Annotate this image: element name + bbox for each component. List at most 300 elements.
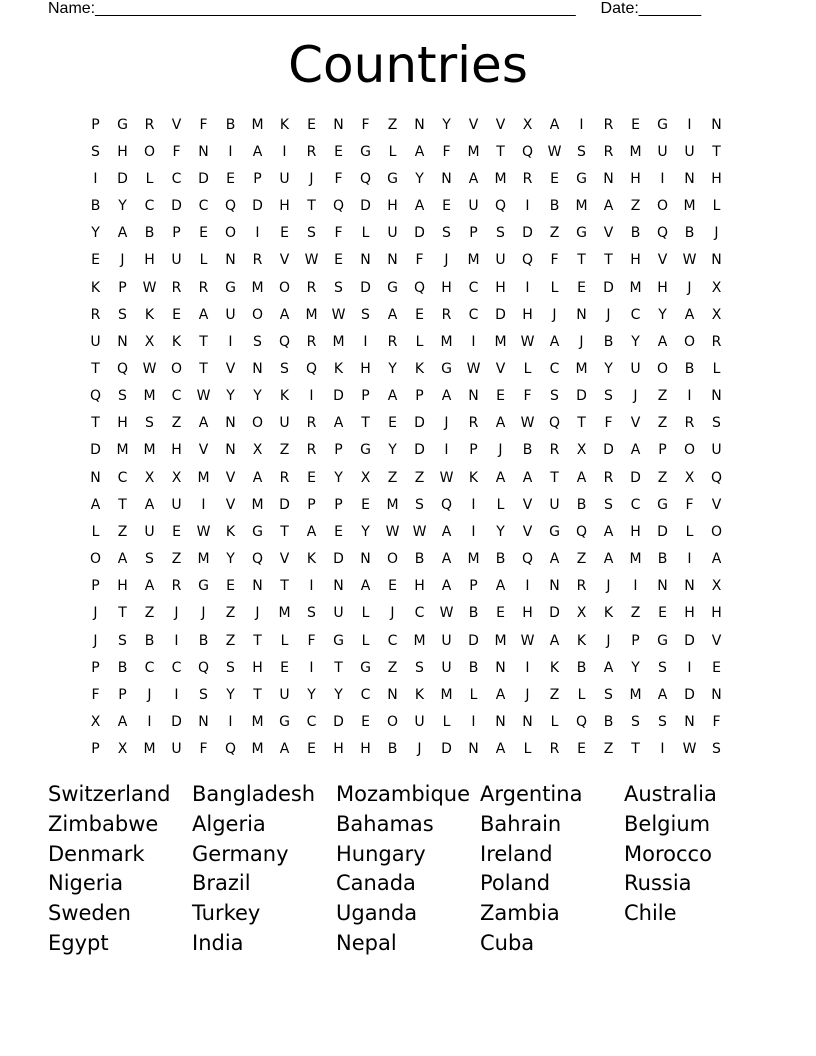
- grid-letter: M: [413, 632, 426, 649]
- name-label: Name:: [48, 0, 96, 17]
- grid-letter: J: [93, 605, 98, 622]
- grid-letter: E: [415, 306, 424, 323]
- grid-letter: Z: [630, 198, 641, 215]
- grid-letter: Q: [278, 333, 291, 350]
- grid-letter: O: [251, 306, 264, 323]
- grid-letter: N: [225, 252, 236, 269]
- grid-letter: P: [253, 170, 262, 187]
- grid-letter: L: [712, 198, 721, 215]
- grid-letter: E: [226, 578, 235, 595]
- grid-letter: D: [495, 306, 506, 323]
- grid-letter: F: [685, 496, 694, 513]
- grid-letter: R: [603, 116, 614, 133]
- grid-letter: H: [252, 659, 263, 676]
- grid-letter: X: [144, 333, 155, 350]
- grid-letter: X: [90, 714, 101, 731]
- grid-letter: A: [441, 523, 452, 540]
- grid-letter: V: [225, 496, 236, 513]
- grid-letter: J: [444, 415, 449, 432]
- grid-letter: D: [576, 388, 587, 405]
- grid-letter: H: [495, 279, 506, 296]
- grid-letter: P: [118, 279, 127, 296]
- grid-letter: U: [279, 170, 290, 187]
- grid-letter: R: [603, 143, 614, 160]
- grid-letter: J: [120, 252, 125, 269]
- grid-letter: Q: [440, 496, 453, 513]
- grid-letter: W: [520, 333, 535, 350]
- grid-letter: A: [333, 415, 344, 432]
- grid-letter: K: [549, 659, 560, 676]
- word-list-item: Zambia: [480, 901, 560, 926]
- word-list-item: Cuba: [480, 930, 535, 955]
- grid-letter: W: [304, 252, 319, 269]
- word-list-item: Egypt: [48, 930, 109, 955]
- grid-letter: A: [495, 741, 506, 758]
- grid-letter: A: [630, 442, 641, 459]
- grid-letter: O: [710, 523, 723, 540]
- grid-letter: Z: [225, 632, 236, 649]
- grid-letter: E: [496, 605, 505, 622]
- grid-letter: F: [442, 143, 451, 160]
- grid-letter: Y: [604, 360, 613, 377]
- grid-letter: K: [468, 469, 479, 486]
- grid-letter: M: [278, 605, 291, 622]
- grid-letter: H: [171, 442, 182, 459]
- grid-letter: S: [442, 225, 451, 242]
- grid-letter: N: [360, 252, 371, 269]
- grid-letter: A: [360, 578, 371, 595]
- grid-letter: N: [387, 252, 398, 269]
- grid-letter: M: [440, 333, 453, 350]
- grid-letter: G: [441, 360, 452, 377]
- grid-letter: G: [387, 170, 398, 187]
- word-list-item: Zimbabwe: [48, 811, 159, 836]
- word-list-item: Uganda: [336, 901, 418, 926]
- grid-letter: D: [333, 551, 344, 568]
- grid-letter: P: [469, 225, 478, 242]
- grid-letter: X: [711, 279, 722, 296]
- grid-letter: E: [307, 469, 316, 486]
- grid-letter: W: [682, 741, 697, 758]
- grid-letter: A: [279, 741, 290, 758]
- grid-letter: Y: [361, 523, 370, 540]
- grid-letter: P: [415, 388, 424, 405]
- grid-letter: M: [629, 279, 642, 296]
- grid-letter: F: [361, 116, 370, 133]
- grid-letter: N: [522, 714, 533, 731]
- word-list-item: Belgium: [624, 811, 711, 836]
- grid-letter: V: [279, 252, 290, 269]
- grid-letter: G: [576, 170, 587, 187]
- grid-letter: P: [334, 442, 343, 459]
- grid-letter: B: [684, 360, 695, 377]
- grid-letter: D: [414, 442, 425, 459]
- grid-letter: S: [712, 741, 721, 758]
- grid-letter: H: [657, 279, 668, 296]
- grid-letter: E: [658, 605, 667, 622]
- grid-letter: S: [118, 632, 127, 649]
- word-list-item: Argentina: [480, 782, 583, 806]
- grid-letter: N: [603, 170, 614, 187]
- grid-letter: M: [494, 170, 507, 187]
- grid-letter: N: [198, 143, 209, 160]
- grid-letter: V: [198, 442, 209, 459]
- letter-grid: [82, 111, 742, 763]
- grid-letter: G: [360, 143, 371, 160]
- grid-letter: X: [144, 469, 155, 486]
- grid-letter: A: [549, 116, 560, 133]
- grid-letter: O: [656, 198, 669, 215]
- grid-letter: Z: [414, 469, 425, 486]
- grid-letter: E: [496, 388, 505, 405]
- grid-letter: G: [279, 714, 290, 731]
- grid-letter: L: [712, 360, 721, 377]
- grid-letter: I: [93, 170, 98, 187]
- grid-letter: G: [252, 523, 263, 540]
- word-list-item: Bahamas: [336, 811, 434, 836]
- grid-letter: T: [118, 496, 127, 513]
- word-list-item: Nigeria: [48, 871, 124, 896]
- grid-letter: H: [711, 170, 722, 187]
- grid-letter: T: [91, 415, 100, 432]
- grid-letter: F: [604, 415, 613, 432]
- grid-letter: J: [498, 442, 503, 459]
- grid-letter: N: [333, 578, 344, 595]
- grid-letter: B: [117, 659, 128, 676]
- grid-letter: Z: [630, 605, 641, 622]
- grid-letter: U: [630, 360, 641, 377]
- grid-letter: M: [251, 279, 264, 296]
- grid-letter: H: [387, 198, 398, 215]
- grid-letter: Z: [171, 415, 182, 432]
- grid-letter: W: [682, 252, 697, 269]
- grid-letter: S: [307, 225, 316, 242]
- grid-letter: C: [144, 198, 155, 215]
- grid-letter: C: [414, 605, 425, 622]
- grid-letter: M: [116, 442, 129, 459]
- grid-letter: J: [552, 306, 557, 323]
- word-list-item: Sweden: [48, 901, 131, 926]
- grid-letter: B: [603, 333, 614, 350]
- grid-letter: G: [657, 116, 668, 133]
- grid-letter: T: [631, 741, 640, 758]
- grid-letter: M: [629, 143, 642, 160]
- grid-letter: U: [549, 496, 560, 513]
- grid-letter: S: [604, 496, 613, 513]
- grid-letter: O: [251, 415, 264, 432]
- grid-letter: R: [441, 306, 452, 323]
- grid-letter: P: [118, 686, 127, 703]
- grid-letter: Y: [442, 116, 451, 133]
- grid-letter: Z: [171, 551, 182, 568]
- grid-letter: A: [549, 333, 560, 350]
- grid-letter: N: [225, 415, 236, 432]
- grid-letter: E: [712, 659, 721, 676]
- grid-letter: Q: [251, 551, 264, 568]
- grid-letter: V: [468, 116, 479, 133]
- grid-letter: W: [142, 279, 157, 296]
- grid-letter: E: [307, 741, 316, 758]
- grid-letter: U: [279, 415, 290, 432]
- grid-letter: S: [334, 279, 343, 296]
- grid-letter: E: [361, 496, 370, 513]
- grid-letter: U: [144, 523, 155, 540]
- grid-letter: Z: [657, 415, 668, 432]
- grid-letter: F: [172, 143, 181, 160]
- grid-letter: S: [361, 306, 370, 323]
- date-line: _______: [638, 0, 702, 17]
- grid-letter: R: [576, 578, 587, 595]
- grid-letter: G: [225, 279, 236, 296]
- grid-letter: I: [282, 143, 287, 160]
- grid-letter: H: [414, 578, 425, 595]
- grid-letter: I: [687, 388, 692, 405]
- grid-letter: R: [306, 415, 317, 432]
- grid-letter: J: [606, 578, 611, 595]
- grid-letter: K: [603, 605, 614, 622]
- grid-letter: A: [387, 388, 398, 405]
- grid-letter: L: [91, 523, 100, 540]
- grid-letter: R: [306, 143, 317, 160]
- grid-letter: B: [414, 551, 425, 568]
- grid-letter: J: [417, 741, 422, 758]
- grid-letter: A: [252, 143, 263, 160]
- grid-letter: S: [145, 415, 154, 432]
- grid-letter: Y: [253, 388, 262, 405]
- grid-letter: I: [525, 578, 530, 595]
- grid-letter: M: [494, 333, 507, 350]
- grid-letter: P: [91, 659, 100, 676]
- grid-letter: L: [361, 225, 370, 242]
- grid-letter: X: [117, 741, 128, 758]
- grid-letter: G: [657, 496, 668, 513]
- word-list-item: Mozambique: [336, 782, 471, 806]
- name-line: ______________________________________________________: [95, 0, 576, 17]
- grid-letter: S: [496, 225, 505, 242]
- grid-letter: H: [117, 143, 128, 160]
- grid-letter: K: [144, 306, 155, 323]
- grid-letter: I: [579, 116, 584, 133]
- grid-letter: P: [307, 496, 316, 513]
- grid-letter: A: [441, 551, 452, 568]
- grid-letter: A: [414, 143, 425, 160]
- grid-letter: E: [280, 659, 289, 676]
- grid-letter: Y: [496, 523, 505, 540]
- grid-letter: I: [525, 198, 530, 215]
- grid-letter: I: [471, 523, 476, 540]
- grid-letter: Q: [494, 198, 507, 215]
- grid-letter: E: [334, 252, 343, 269]
- grid-letter: I: [363, 333, 368, 350]
- word-list-item: Brazil: [192, 871, 251, 896]
- word-list-item: Bangladesh: [192, 782, 316, 806]
- grid-letter: Z: [549, 686, 560, 703]
- grid-letter: W: [196, 388, 211, 405]
- grid-letter: A: [657, 686, 668, 703]
- grid-letter: W: [547, 143, 562, 160]
- grid-letter: J: [255, 605, 260, 622]
- grid-letter: K: [279, 388, 290, 405]
- grid-letter: V: [711, 632, 722, 649]
- grid-letter: W: [520, 632, 535, 649]
- grid-letter: V: [522, 523, 533, 540]
- grid-letter: N: [684, 170, 695, 187]
- grid-letter: C: [306, 714, 317, 731]
- grid-letter: V: [711, 496, 722, 513]
- grid-letter: M: [143, 442, 156, 459]
- word-list-item: Turkey: [192, 901, 261, 926]
- grid-letter: G: [360, 659, 371, 676]
- grid-letter: D: [333, 388, 344, 405]
- grid-letter: V: [495, 116, 506, 133]
- grid-letter: E: [361, 714, 370, 731]
- grid-letter: B: [144, 632, 155, 649]
- grid-letter: L: [280, 632, 289, 649]
- grid-letter: I: [660, 170, 665, 187]
- grid-letter: N: [360, 551, 371, 568]
- grid-letter: F: [199, 741, 208, 758]
- grid-letter: T: [253, 686, 262, 703]
- grid-letter: I: [525, 659, 530, 676]
- grid-letter: U: [657, 143, 668, 160]
- word-list-item: Australia: [624, 782, 717, 806]
- grid-letter: R: [306, 442, 317, 459]
- grid-letter: J: [579, 333, 584, 350]
- grid-letter: B: [549, 198, 560, 215]
- grid-letter: G: [117, 116, 128, 133]
- grid-letter: X: [252, 442, 263, 459]
- grid-letter: N: [711, 388, 722, 405]
- grid-letter: H: [630, 252, 641, 269]
- grid-letter: Q: [224, 198, 237, 215]
- word-list-item: Chile: [624, 901, 677, 926]
- grid-letter: Z: [657, 388, 668, 405]
- grid-letter: Y: [388, 442, 397, 459]
- grid-letter: E: [334, 143, 343, 160]
- grid-letter: H: [441, 279, 452, 296]
- grid-letter: M: [575, 198, 588, 215]
- grid-letter: D: [441, 741, 452, 758]
- grid-letter: E: [280, 225, 289, 242]
- grid-letter: M: [629, 686, 642, 703]
- grid-letter: T: [577, 252, 586, 269]
- grid-letter: A: [495, 578, 506, 595]
- grid-letter: G: [198, 578, 209, 595]
- grid-letter: E: [442, 198, 451, 215]
- grid-letter: E: [91, 252, 100, 269]
- grid-letter: A: [306, 523, 317, 540]
- grid-letter: H: [279, 198, 290, 215]
- grid-letter: O: [683, 442, 696, 459]
- grid-letter: Y: [415, 170, 424, 187]
- grid-letter: T: [280, 578, 289, 595]
- grid-letter: G: [333, 632, 344, 649]
- grid-letter: Z: [603, 741, 614, 758]
- grid-letter: A: [90, 496, 101, 513]
- grid-letter: B: [576, 659, 587, 676]
- grid-letter: T: [334, 659, 343, 676]
- grid-letter: I: [201, 496, 206, 513]
- grid-letter: F: [199, 116, 208, 133]
- grid-letter: L: [469, 686, 478, 703]
- grid-letter: B: [387, 741, 398, 758]
- grid-letter: H: [360, 741, 371, 758]
- grid-letter: Q: [332, 198, 345, 215]
- grid-letter: A: [441, 388, 452, 405]
- grid-letter: K: [225, 523, 236, 540]
- grid-letter: W: [520, 415, 535, 432]
- grid-letter: A: [387, 306, 398, 323]
- grid-letter: R: [171, 578, 182, 595]
- grid-letter: N: [198, 714, 209, 731]
- grid-letter: Q: [116, 360, 129, 377]
- grid-letter: A: [549, 632, 560, 649]
- grid-letter: C: [630, 306, 641, 323]
- grid-letter: Y: [631, 659, 640, 676]
- grid-letter: J: [201, 605, 206, 622]
- grid-letter: F: [334, 225, 343, 242]
- grid-letter: S: [280, 360, 289, 377]
- grid-letter: U: [684, 143, 695, 160]
- grid-letter: W: [196, 523, 211, 540]
- grid-letter: T: [577, 415, 586, 432]
- grid-letter: H: [711, 605, 722, 622]
- grid-letter: H: [522, 306, 533, 323]
- grid-letter: S: [577, 143, 586, 160]
- grid-letter: P: [172, 225, 181, 242]
- grid-letter: V: [603, 225, 614, 242]
- grid-letter: H: [117, 415, 128, 432]
- grid-letter: P: [631, 632, 640, 649]
- grid-letter: N: [387, 686, 398, 703]
- grid-letter: M: [494, 632, 507, 649]
- grid-letter: X: [576, 605, 587, 622]
- grid-letter: Z: [657, 469, 668, 486]
- grid-letter: T: [199, 333, 208, 350]
- grid-letter: Q: [224, 741, 237, 758]
- grid-letter: L: [415, 333, 424, 350]
- grid-letter: B: [576, 496, 587, 513]
- grid-letter: Z: [576, 551, 587, 568]
- grid-letter: R: [279, 469, 290, 486]
- grid-letter: Z: [549, 225, 560, 242]
- grid-letter: O: [89, 551, 102, 568]
- grid-letter: S: [712, 415, 721, 432]
- grid-letter: W: [412, 523, 427, 540]
- grid-letter: S: [145, 551, 154, 568]
- grid-letter: A: [657, 333, 668, 350]
- grid-letter: N: [468, 741, 479, 758]
- grid-letter: H: [684, 605, 695, 622]
- grid-letter: D: [414, 225, 425, 242]
- grid-letter: R: [522, 170, 533, 187]
- grid-letter: U: [90, 333, 101, 350]
- grid-letter: N: [225, 442, 236, 459]
- grid-letter: S: [253, 333, 262, 350]
- grid-letter: A: [522, 469, 533, 486]
- grid-letter: D: [468, 632, 479, 649]
- grid-letter: N: [684, 714, 695, 731]
- grid-letter: D: [198, 170, 209, 187]
- grid-letter: H: [144, 252, 155, 269]
- grid-letter: A: [495, 469, 506, 486]
- grid-letter: C: [387, 632, 398, 649]
- grid-letter: C: [468, 279, 479, 296]
- grid-letter: S: [415, 496, 424, 513]
- grid-letter: O: [224, 225, 237, 242]
- grid-letter: Y: [334, 469, 343, 486]
- grid-letter: T: [550, 469, 559, 486]
